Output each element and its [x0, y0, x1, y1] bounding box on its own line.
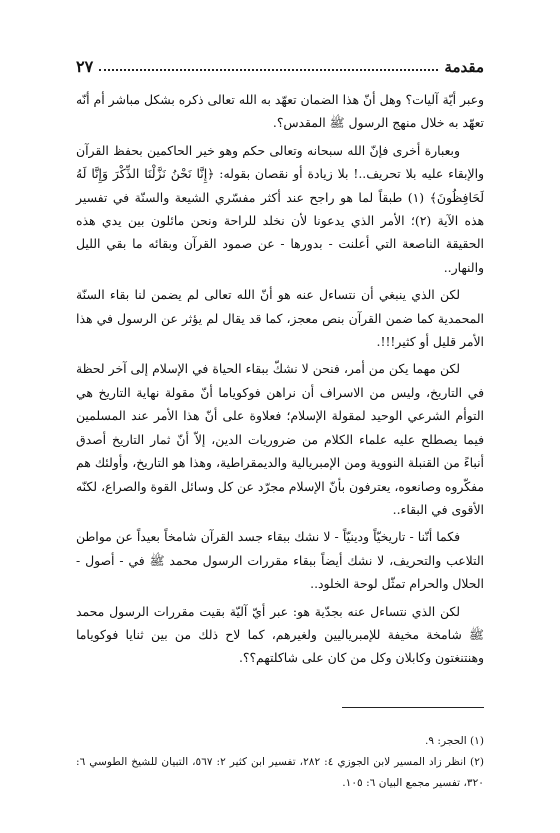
chapter-title: مقدمة [444, 58, 484, 76]
footnotes [76, 731, 484, 794]
header-dot-leader [99, 69, 438, 71]
paragraph: لكن الذي نتساءل عنه بجدّية هو: عبر أيّ آليّة بقيت مقررات الرسول محمد ﷺ شامخة مخيفة للإمبرياليين ولغيرهم، كما لاح ذلك من بين ثنايا فوكوياما وهنتنغتون وكابلان وكل من كان على شاكلتهم؟؟. [76, 603, 484, 666]
paragraph: وبعبارة أخرى فإنّ الله سبحانه وتعالى حكم وهو خير الحاكمين بحفظ القرآن والإبقاء عليه بلا تحريف..! بلا زيادة أو نقصان بقوله: ﴿إِنَّا نَحْنُ نَزَّلْنَا الذِّكْرَ وَإِنَّا لَهُ لَحَافِظُونَ﴾ (١) طبقاً لما هو راجح عند أكثر مفسّري الشيعة والسنّة في تفسير هذه الآية (٢)؛ الأمر الذي يدعونا لأن نخلد للراحة ونحن مائلون بين يدي هذه الحقيقة الناصعة التي أعلنت - بدورها - عن صمود القرآن وبقائه ما بقي الليل والنهار.. [76, 142, 485, 275]
footnote-separator [342, 707, 484, 708]
footnote-item: (١) الحجر: ٩. [424, 735, 484, 747]
paragraph: فكما أنّنا - تاريخيّاً ودينيّاً - لا نشك ببقاء جسد القرآن شامخاً بعيداً عن مواطن التلاعب والتحريف، لا نشك أيضاً ببقاء مقررات الرسول محمد ﷺ في - أصول - الحلال والحرام تمثّل لوحة الخلود.. [76, 529, 484, 592]
paragraph: وعبر أيّة آليات؟ وهل أنّ هذا الضمان تعهّد به الله تعالى ذكره بشكل مباشر أم أنّه تعهّد به خلال منهج الرسول ﷺ المقدس؟. [76, 92, 484, 131]
main-text [76, 88, 484, 674]
page-number: ٢٧ [76, 57, 94, 76]
footnote-item: (٢) انظر زاد المسير لابن الجوزي ٤: ٢٨٢، تفسير ابن كثير ٢: ٥٦٧، التبيان للشيخ الطوسي ٦: ٣٢٠، تفسير مجمع البيان ٦: ١٠٥. [76, 756, 485, 789]
running-header [76, 52, 484, 76]
paragraph: لكن الذي ينبغي أن نتساءل عنه هو أنّ الله تعالى لم يضمن لنا بقاء السنّة المحمدية كما ضمن القرآن بنص معجز، كما قد يقال لم يؤثر عن الرسول في هذا الأمر قليل أو كثير!!!. [76, 287, 484, 350]
paragraph: لكن مهما يكن من أمر، فنحن لا نشكّ ببقاء الحياة في الإسلام إلى آخر لحظة في التاريخ، وليس من الاسراف أن نراهن فوكوياما أنّ مقولة نهاية التاريخ هي التوأم الشرعي الوحيد لمقولة الإسلام؛ فعلاوة على أنّ هذا الأمر عند المسلمين فيما يصطلح عليه علماء الكلام من ضروريات الدين، إلاّ أنّ ثمار التاريخ أصدق أنباءً من القنبلة النووية ومن الإمبريالية والديمقراطية، وهذا هو التاريخ، وأولئك هم مفكّروه وصانعوه، يعترفون بأنّ الإسلام مجرّد عن كل وسائل القوة والصراع، لكنّه الأقوى في البقاء.. [76, 361, 484, 517]
